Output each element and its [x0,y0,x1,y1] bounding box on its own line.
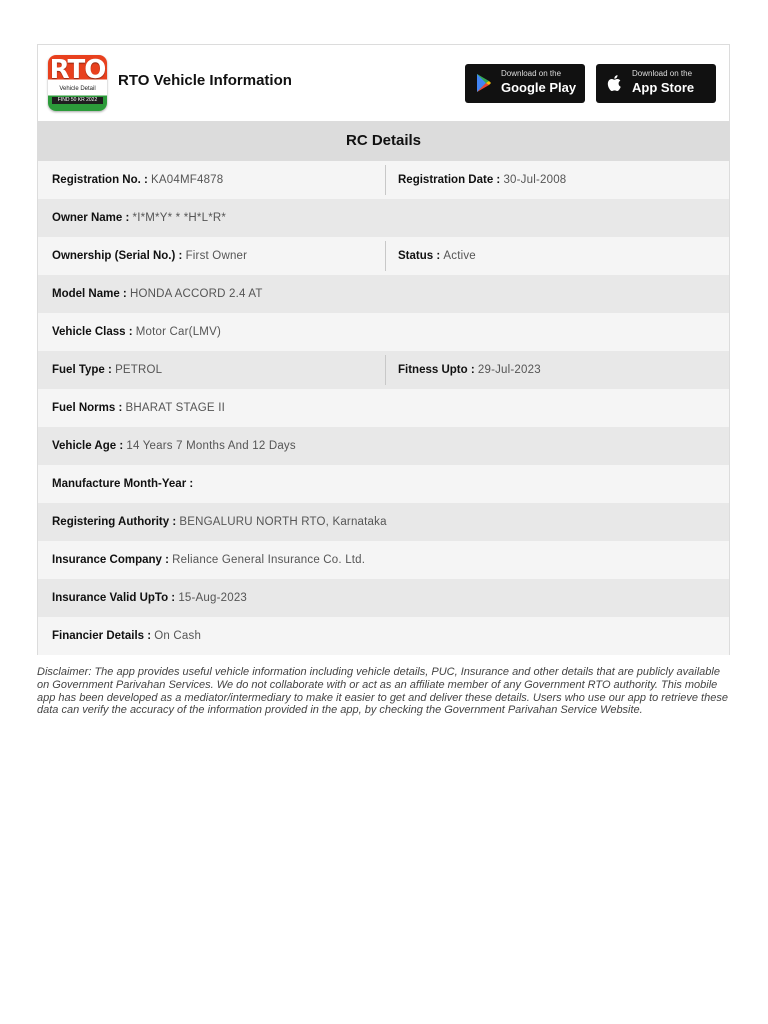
detail-cell [52,579,247,617]
google-play-label: Google Play [501,80,577,95]
detail-label: Fitness Upto : [398,364,475,376]
detail-value: Motor Car(LMV) [135,326,221,338]
detail-cell [398,237,476,275]
detail-label: Registration No. : [52,174,148,186]
detail-value: First Owner [185,250,248,262]
table-row [38,275,729,313]
column-divider [385,355,386,385]
detail-label: Insurance Valid UpTo : [52,592,176,604]
detail-value: *I*M*Y* * *H*L*R* [132,212,227,224]
detail-value: HONDA ACCORD 2.4 AT [129,288,263,300]
detail-cell [398,351,541,389]
logo-text: RTO [49,55,106,85]
logo-band: FIND 50 KR 2022 [52,97,103,104]
column-divider [385,241,386,271]
google-play-small-label: Download on the [501,69,562,78]
table-row [38,579,729,617]
detail-value: BHARAT STAGE II [125,402,225,414]
app-store-label: App Store [632,80,695,95]
detail-cell [52,313,221,351]
detail-label: Fuel Type : [52,364,112,376]
table-row [38,351,729,389]
table-row [38,161,729,199]
detail-cell [52,351,162,389]
disclaimer: Disclaimer: The app provides useful vehicle information including vehicle details, PUC, Insurance and other details that are publicly available on Government Parivahan Services. We do not collaborate with or act as an affiliate member of any Government RTO authority. This mobile app has been developed as a mediator/intermediary to make it easier to get and deliver these details. Users who use our app to retrieve these data can verify the accuracy of the information provided in the app, by checking the Government Parivahan Service Website. [37,666,728,717]
detail-label: Owner Name : [52,212,130,224]
apple-icon [605,73,625,93]
detail-cell [52,427,296,465]
detail-value: 30-Jul-2008 [503,174,567,186]
detail-label: Registering Authority : [52,516,177,528]
detail-value: Reliance General Insurance Co. Ltd. [172,554,366,566]
detail-cell [52,389,225,427]
table-row [38,427,729,465]
table-row [38,389,729,427]
column-divider [385,165,386,195]
detail-label: Model Name : [52,288,127,300]
detail-label: Status : [398,250,441,262]
detail-value: BENGALURU NORTH RTO, Karnataka [179,516,387,528]
detail-label: Registration Date : [398,174,501,186]
detail-value: PETROL [115,364,163,376]
detail-cell [398,161,566,199]
table-row [38,541,729,579]
detail-value: 15-Aug-2023 [178,592,248,604]
detail-label: Fuel Norms : [52,402,123,414]
detail-label: Insurance Company : [52,554,169,566]
app-title: RTO Vehicle Information [118,72,292,89]
app-logo [48,55,107,111]
table-row [38,465,729,503]
detail-cell [52,541,365,579]
detail-value: Active [443,250,476,262]
detail-cell [52,465,193,503]
table-row [38,237,729,275]
detail-cell [52,161,223,199]
detail-cell [52,275,263,313]
detail-label: Manufacture Month-Year : [52,478,194,490]
section-title: RC Details [38,121,729,161]
detail-label: Financier Details : [52,630,152,642]
detail-cell [52,617,201,655]
table-row [38,313,729,351]
detail-label: Ownership (Serial No.) : [52,250,183,262]
detail-label: Vehicle Class : [52,326,133,338]
header [38,45,729,121]
detail-cell [52,199,226,237]
detail-value: 29-Jul-2023 [477,364,541,376]
logo-subtext: Vehicle Detail [59,86,96,92]
detail-cell [52,237,247,275]
detail-value: On Cash [154,630,202,642]
google-play-icon [474,73,494,93]
table-row [38,617,729,655]
table-row [38,503,729,541]
detail-label: Vehicle Age : [52,440,124,452]
google-play-button[interactable] [465,64,585,103]
detail-value: 14 Years 7 Months And 12 Days [126,440,296,452]
app-store-small-label: Download on the [632,69,693,78]
app-store-button[interactable] [596,64,716,103]
table-row [38,199,729,237]
rc-details-card [37,44,730,655]
detail-value: KA04MF4878 [151,174,224,186]
detail-cell [52,503,387,541]
